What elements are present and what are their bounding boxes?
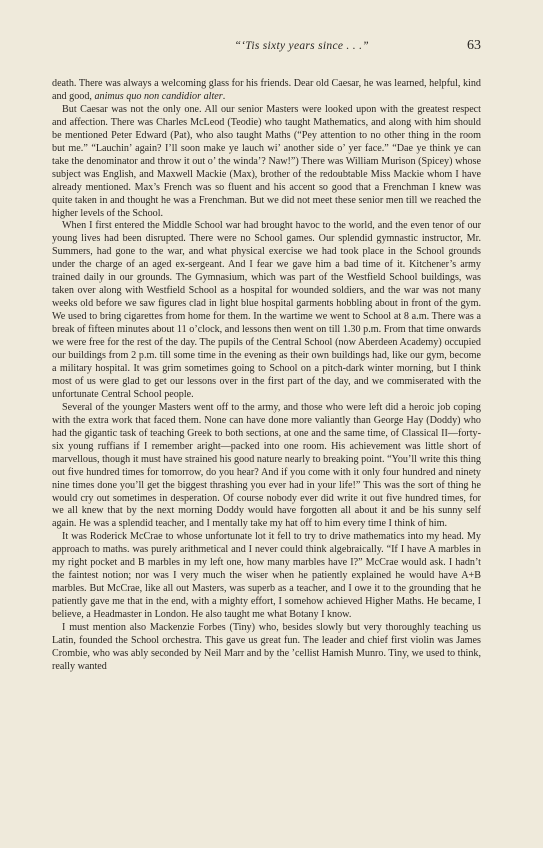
paragraph-roderick-mccrae: It was Roderick McCrae to whose unfortunate lot it fell to try to drive mathematics into my head. My approach to maths. was purely arithmetical and I never could think algebraically. “If I have A marbles in my right pocket and B marbles in my left one, how many marbles have I?” McCrae would ask. I hadn’t the faintest notion; nor was I very much the wiser when he patiently explained he would have A+B marbles. But McCrae, like all out Masters, was superb as a teacher, and I owe it to the grounding that he patiently gave me that in the end, with a mighty effort, I somehow achieved Higher Maths. He became, I believe, a Headmaster in London. He also taught me what Botany I know. [52, 531, 481, 621]
paragraph-mackenzie-forbes: I must mention also Mackenzie Forbes (Tiny) who, besides slowly but very thoroughly teaching us Latin, founded the School orchestra. This gave us great fun. The leader and chief first violin was James Crombie, who was ably seconded by Neil Marr and by the ’cellist Hamish Munro. Tiny, we used to think, really wanted [52, 622, 481, 672]
paragraph-text-end: . [222, 90, 226, 102]
paragraph-text: death. There was always a welcoming glass for his friends. Dear old Caesar, he was learned, helpful, kind and good, [52, 78, 481, 102]
paragraph-wartime-school: When I first entered the Middle School war had brought havoc to the world, and the even tenor of our young lives had been disrupted. There were no School games. Our splendid gymnastic instructor, Mr. Summers, had gone to the war, and what physical exercise we had took place in the School grounds under the charge of an aged ex-sergeant. And I fear we gave him a bad time of it. Kitchener’s army trained daily in our grounds. The Gymnasium, which was part of the Westfield School buildings, was taken over along with Westfield School as a hospital for wounded soldiers, and the war was not many weeks old before we saw figures clad in light blue hospital garments hobbling about in front of the gym. We used to bring cigarettes from home for them. In the wartime we went to School at 8 a.m. There was a break of fifteen minutes about 11 o’clock, and lessons then went on till 1.30 p.m. From that time onwards we were free for the rest of the day. The pupils of the Central School (now Aberdeen Academy) occupied our buildings from 2 p.m. till some time in the evening as their own buildings had, like our gym, become a military hospital. It was grim sometimes going to School on a pitch-dark winter morning, but I think most of us were glad to get our lessons over in the first part of the day, and we commiserated with the unfortunate Central School people. [52, 220, 481, 400]
paragraph-caesar-continued [52, 78, 481, 104]
latin-quotation: animus quo non candidior alter [94, 90, 223, 102]
paragraph-younger-masters: Several of the younger Masters went off to the army, and those who were left did a heroic job coping with the extra work that faced them. None can have done more valiantly than George Hay (Doddy) who had the gigantic task of teaching Greek to both sections, at one and the same time, of Classical II—forty-six young ruffians if I remember aright—packed into one room. His achievement was little short of marvellous, though it must have strained his good nature nearly to breaking point. “You’ll write this thing out five hundred times for tomorrow, do you hear? And if you come with it only four hundred and ninety nine times done you’ll get the biggest thrashing you ever had in your life!” This was the sort of thing he would cry out sometimes in desperation. Of course nobody ever did write it out five hundred times, for we all knew that by the next morning Doddy would have forgotten all about it and be his sunny self again. He was a splendid teacher, and I mentally take my hat off to him every time I think of him. [52, 401, 481, 530]
paragraph-senior-masters: But Caesar was not the only one. All our senior Masters were looked upon with the greatest respect and affection. There was Charles McLeod (Teodie) who taught Mathematics, and along with him should be mentioned Peter Edward (Pat), who also taught Maths (“Pey attention to no other thing in the room but me.” “Lauchin’ again? I’ll soon make ye lauch wi’ another side o’ yer face.” “Dae ye think ye can take the denominator and throw it out o’ the winda’? Naw!”) There was William Murison (Spicey) whose subject was English, and Maxwell Mackie (Max), brother of the redoubtable Miss Mackie whom I have already mentioned. Max’s French was so fluent and his accent so good that a Frenchman I knew was quite taken in and thought he was a Frenchman. But we did not meet these senior men till we reached the higher levels of the School. [52, 103, 481, 219]
page-header [52, 38, 481, 64]
body-text [52, 78, 481, 674]
running-title: “‘Tis sixty years since . . .” [234, 40, 369, 52]
page-number: 63 [467, 38, 481, 53]
